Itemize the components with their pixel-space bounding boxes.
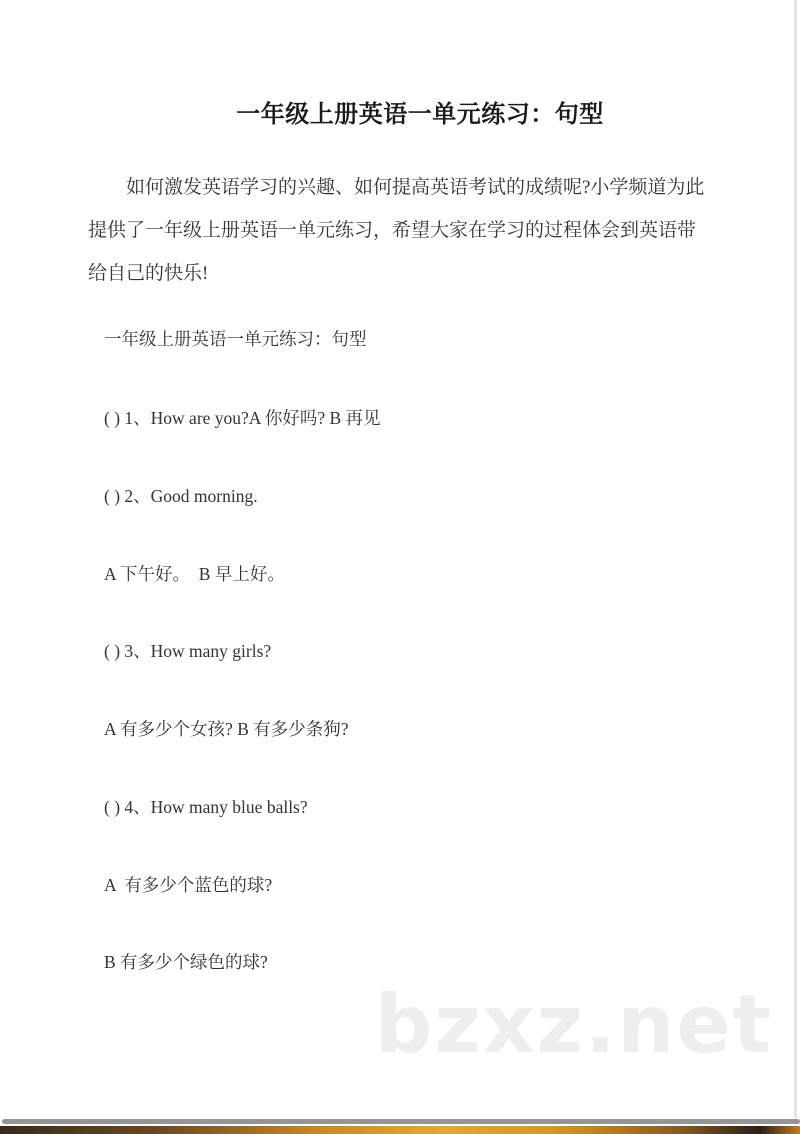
question-3-options: A 有多少个女孩? B 有多少条狗?: [104, 719, 349, 739]
question-3: ( ) 3、How many girls?: [104, 641, 272, 661]
question-2-options: A 下午好。 B 早上好。: [104, 564, 285, 584]
horizontal-scrollbar[interactable]: [0, 1118, 800, 1125]
document-title: 一年级上册英语一单元练习：句型: [236, 100, 604, 128]
intro-paragraph: 如何激发英语学习的兴趣、如何提高英语考试的成绩呢?小学频道为此提供了一年级上册英语一单元练习，希望大家在学习的过程体会到英语带给自己的快乐!: [88, 177, 705, 284]
question-4-option-a: A 有多少个蓝色的球?: [104, 875, 273, 895]
question-4-option-b: B 有多少个绿色的球?: [104, 952, 268, 972]
section-heading: 一年级上册英语一单元练习：句型: [104, 329, 367, 349]
question-2: ( ) 2、Good morning.: [104, 486, 258, 506]
watermark: bzxz.net: [375, 978, 773, 1071]
question-4: ( ) 4、How many blue balls?: [104, 797, 308, 817]
question-1: ( ) 1、How are you?A 你好吗? B 再见: [104, 408, 381, 428]
scrollbar-thumb[interactable]: [2, 1119, 800, 1124]
background-image-strip: [0, 1126, 800, 1134]
